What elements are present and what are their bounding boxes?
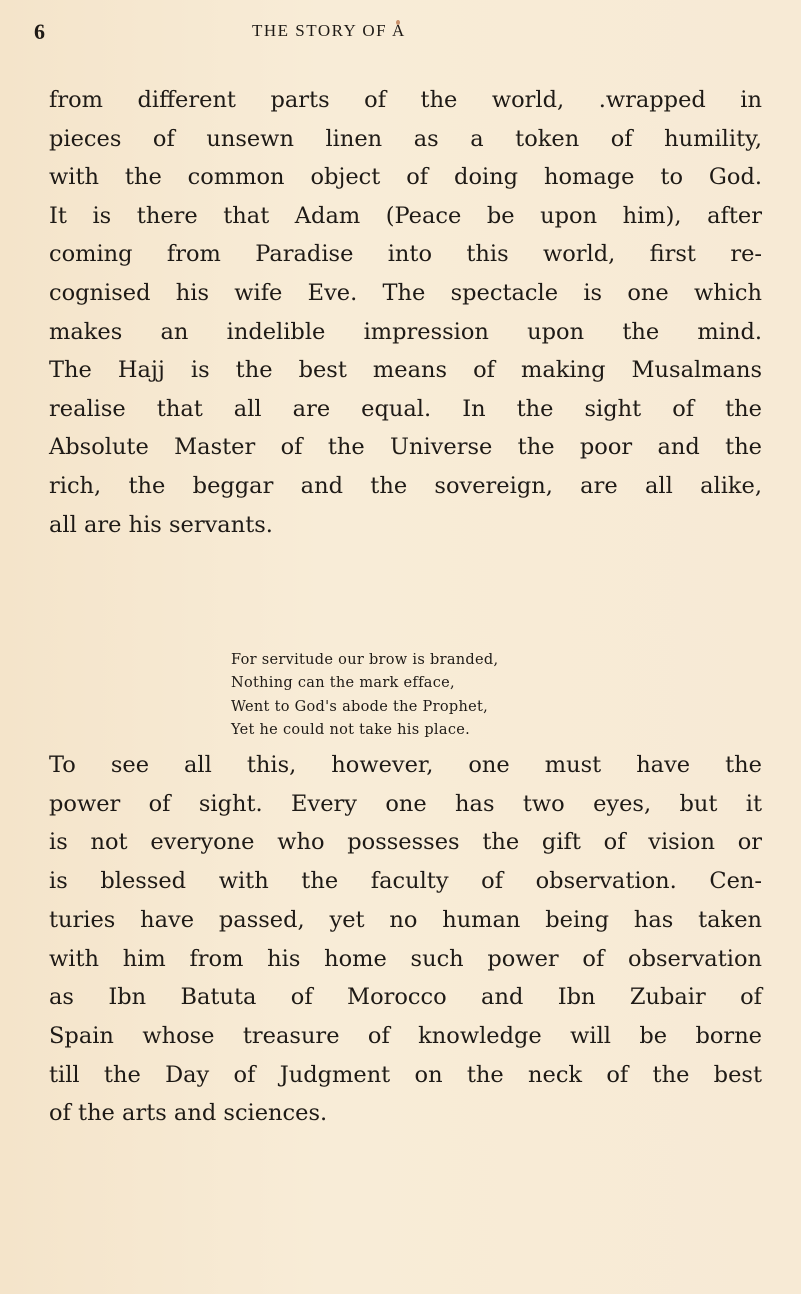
text-line: rich, the beggar and the sovereign, are all alike,	[49, 473, 762, 499]
text-line: pieces of unsewn linen as a token of humility,	[49, 125, 762, 152]
running-head: THE STORY OF A	[252, 21, 406, 40]
text-line: power of sight. Every one has two eyes, but it	[49, 790, 762, 817]
text-line: It is there that Adam (Peace be upon him), after	[49, 202, 762, 229]
text-line: Absolute Master of the Universe the poor and the	[49, 434, 762, 461]
poem-line: Yet he could not take his place.	[231, 721, 471, 738]
text-line: cognised his wife Eve. The spectacle is one which	[49, 280, 762, 306]
text-line: with the common object of doing homage to God.	[49, 164, 762, 191]
text-line: coming from Paradise into this world, first re-	[49, 241, 762, 268]
text-line: of the arts and sciences.	[49, 1100, 328, 1127]
text-line: all are his servants.	[49, 511, 273, 538]
text-line: is not everyone who possesses the gift of vision or	[49, 829, 762, 856]
text-line: as Ibn Batuta of Morocco and Ibn Zubair of	[49, 984, 762, 1011]
text-line: turies have passed, yet no human being has taken	[49, 906, 762, 933]
poem-line: For servitude our brow is branded,	[231, 652, 499, 668]
text-line: from different parts of the world, .wrapped in	[49, 87, 762, 113]
text-line: To see all this, however, one must have the	[49, 752, 762, 778]
text-line: is blessed with the faculty of observation. Cen-	[49, 868, 762, 895]
poem-line: Nothing can the mark efface,	[231, 675, 455, 692]
text-line: realise that all are equal. In the sight of the	[49, 395, 762, 422]
poem-line: Went to God's abode the Prophet,	[231, 698, 489, 715]
text-line: makes an indelible impression upon the mind.	[49, 318, 762, 345]
text-line: till the Day of Judgment on the neck of the best	[49, 1061, 762, 1088]
text-line: Spain whose treasure of knowledge will be borne	[49, 1022, 762, 1049]
text-line: The Hajj is the best means of making Musalmans	[49, 357, 762, 384]
page-number: 6	[34, 19, 45, 44]
text-line: with him from his home such power of observation	[49, 945, 762, 972]
